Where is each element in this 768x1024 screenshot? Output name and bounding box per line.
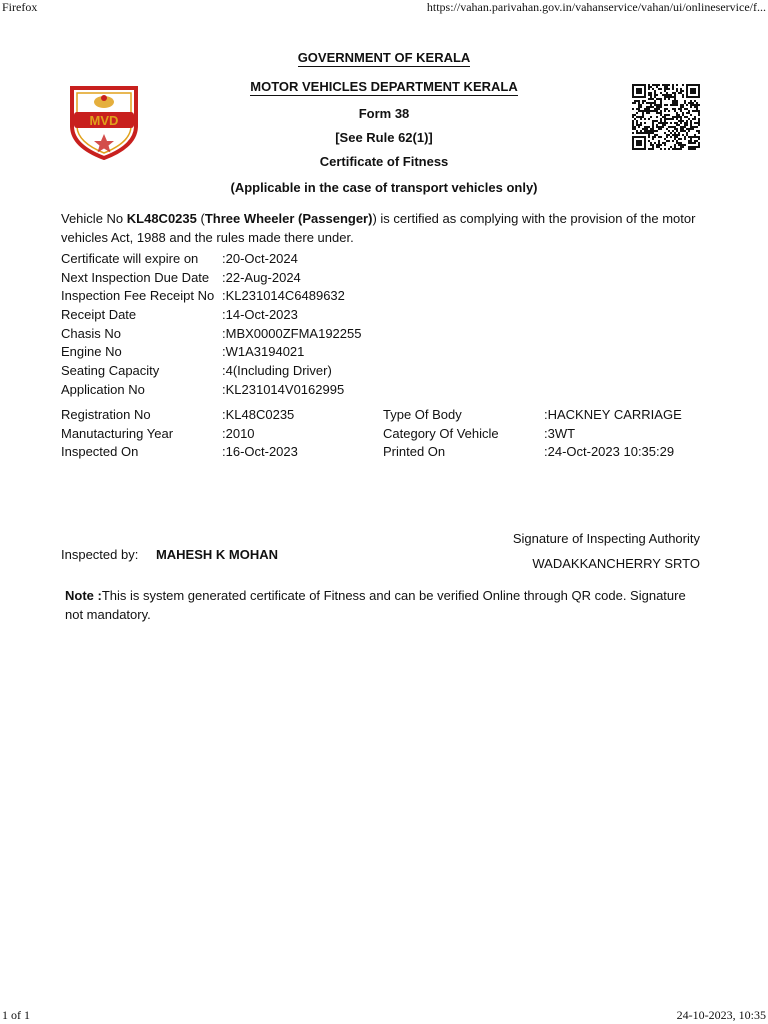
detail-row: Next Inspection Due Date :22-Aug-2024 (61, 269, 301, 285)
detail-row: Registration No :KL48C0235 (61, 407, 295, 422)
vehicle-type: Three Wheeler (Passenger) (204, 211, 373, 226)
signature-office: WADAKKANCHERRY SRTO (532, 556, 700, 571)
detail-row: Category Of Vehicle :3WT (383, 425, 576, 441)
detail-row: Inspected On :16-Oct-2023 (61, 444, 298, 460)
detail-row: Chasis No :MBX0000ZFMA192255 (61, 325, 362, 341)
print-header (0, 0, 768, 16)
form-number: Form 38 (358, 106, 410, 121)
detail-row: Type Of Body :HACKNEY CARRIAGE (383, 407, 682, 422)
dept-heading-row (0, 79, 768, 96)
print-footer (0, 1008, 768, 1024)
vehicle-number: KL48C0235 (126, 211, 197, 226)
detail-row: Engine No :W1A3194021 (61, 344, 305, 360)
detail-row: Printed On :24-Oct-2023 10:35:29 (383, 444, 675, 460)
dept-heading: MOTOR VEHICLES DEPARTMENT KERALA (250, 79, 518, 94)
applicability-note: (Applicable in the case of transport vehicles only) (230, 180, 538, 195)
detail-row: Certificate will expire on :20-Oct-2024 (61, 251, 298, 266)
detail-row: Application No :KL231014V0162995 (61, 381, 345, 397)
left-details (61, 406, 371, 462)
print-url: https://vahan.parivahan.gov.in/vahanservice/vahan/ui/onlineservice/f... (426, 0, 766, 14)
note (65, 586, 705, 624)
note-text: This is system generated certificate of Fitness and can be verified Online through QR code. Signature not mandatory. (65, 588, 686, 622)
inspected-by-label: Inspected by: (61, 547, 139, 562)
page-count: 1 of 1 (2, 1008, 30, 1022)
certification-statement: Vehicle No KL48C0235 (Three Wheeler (Passenger)) is certified as complying with the provision of the motor vehicles Act, 1988 and the rules made there under. (61, 211, 696, 245)
inspector-name: MAHESH K MOHAN (155, 547, 279, 562)
details-list (61, 250, 461, 400)
gov-heading: GOVERNMENT OF KERALA (297, 50, 471, 65)
certificate-title: Certificate of Fitness (319, 154, 449, 169)
gov-heading-row (0, 50, 768, 67)
detail-row: Receipt Date :14-Oct-2023 (61, 307, 298, 323)
detail-row: Manutacturing Year :2010 (61, 425, 255, 441)
inspected-by (61, 547, 278, 562)
rule-ref: [See Rule 62(1)] (335, 130, 433, 145)
logo-text: MVD (89, 113, 119, 128)
detail-row: Inspection Fee Receipt No :KL231014C6489632 (61, 288, 345, 304)
detail-row: Seating Capacity :4(Including Driver) (61, 363, 332, 379)
right-details (383, 406, 713, 462)
print-datetime: 24-10-2023, 10:35 (676, 1008, 766, 1022)
print-app-name: Firefox (2, 0, 38, 14)
note-label: Note : (65, 588, 102, 603)
signature-authority: Signature of Inspecting Authority (512, 531, 700, 546)
